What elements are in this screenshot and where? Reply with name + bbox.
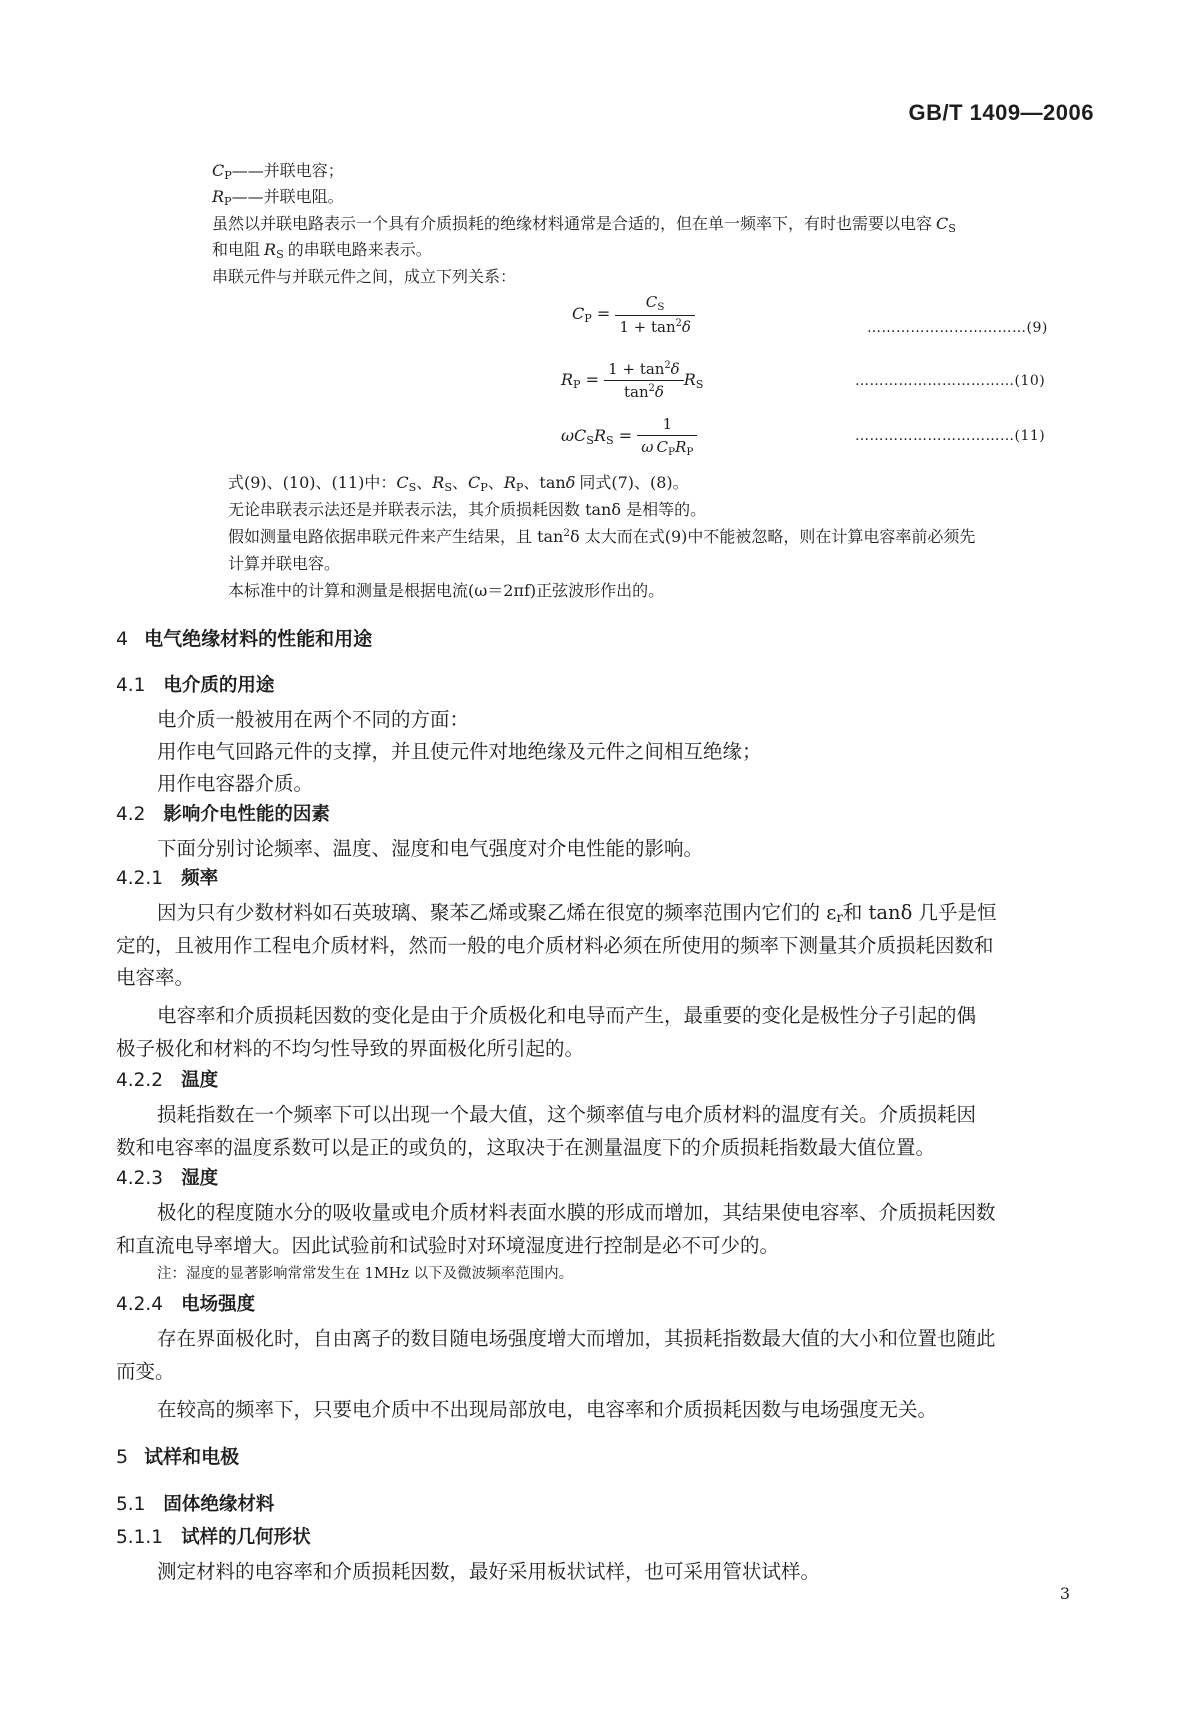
eq11-den-r: R <box>675 438 687 456</box>
section-4-title: 电气绝缘材料的性能和用途 <box>144 628 373 650</box>
section-5-title: 试样和电极 <box>144 1446 240 1468</box>
s42-para-1: 下面分别讨论频率、温度、湿度和电气强度对介电性能的影响。 <box>157 837 704 860</box>
section-4-2-3-title: 湿度 <box>181 1168 219 1189</box>
section-4-2-1-heading <box>116 864 218 890</box>
eq11-omega: ω <box>561 426 575 445</box>
section-4-1-heading <box>116 671 274 697</box>
section-4-2-1-title: 频率 <box>181 868 219 889</box>
after-eq-line-3-a: 假如测量电路依据串联元件来产生结果，且 tan <box>228 527 564 546</box>
section-4-1-number: 4.1 <box>116 675 146 696</box>
section-4-2-number: 4.2 <box>116 804 146 825</box>
page-number: 3 <box>1059 1584 1070 1603</box>
after-eq-line-4: 计算并联电容。 <box>228 554 341 573</box>
intro-line-2-text-a: 和电阻 <box>212 240 261 259</box>
eq9-lhs: C <box>572 304 585 323</box>
intro-line-2 <box>212 237 432 261</box>
eq10-num: 1 + tan <box>608 360 665 378</box>
eq10-den-sup: 2 <box>648 383 655 394</box>
eq10-tail: R <box>683 370 696 389</box>
def-rp-sub: P <box>224 195 232 208</box>
eq10-lhs: R <box>561 370 574 389</box>
after-eq-line-3-sup: 2 <box>563 527 570 539</box>
s511-para-1: 测定材料的电容率和介质损耗因数，最好采用板状试样，也可采用管状试样。 <box>157 1560 821 1583</box>
eq11-den-r-sub: P <box>686 446 694 458</box>
eq11-lhs-c-sub: S <box>586 434 594 447</box>
intro-line-1-text: 虽然以并联电路表示一个具有介质损耗的绝缘材料通常是合适的，但在单一频率下，有时也需要以电容 <box>212 214 933 233</box>
section-5-1-number: 5.1 <box>116 1494 146 1515</box>
section-5-1-1-title: 试样的几何形状 <box>181 1527 311 1548</box>
eq10-fraction <box>604 360 684 401</box>
section-5-number: 5 <box>116 1446 129 1468</box>
eq9-fraction <box>615 293 695 336</box>
eq10-lhs-sub: P <box>573 378 581 391</box>
s421-line-1-b: 和 tanδ 几乎是恒 <box>842 901 997 924</box>
s41-para-3: 用作电容器介质。 <box>157 772 314 795</box>
eq9-num-sub: S <box>657 301 665 313</box>
equation-10-number: ……………………………(10) <box>855 373 1046 389</box>
section-4-2-4-heading <box>116 1290 255 1316</box>
after-eq-line-3 <box>228 524 975 547</box>
section-5-1-title: 固体绝缘材料 <box>163 1494 275 1515</box>
eq11-den-c-sub: P <box>668 446 676 458</box>
section-4-2-4-number: 4.2.4 <box>116 1294 164 1315</box>
eq10-den-tail: δ <box>654 383 664 401</box>
s423-note: 注：湿度的显著影响常常发生在 1MHz 以下及微波频率范围内。 <box>157 1266 574 1282</box>
intro-line-3: 串联元件与并联元件之间，成立下列关系： <box>212 267 517 286</box>
intro-line-1-sub: S <box>948 222 956 235</box>
standard-id: GB/T 1409—2006 <box>908 100 1094 125</box>
section-4-2-2-title: 温度 <box>181 1070 219 1091</box>
section-4-2-2-number: 4.2.2 <box>116 1070 164 1091</box>
eq11-lhs-r: R <box>593 426 607 445</box>
eq10-tail-sub: S <box>695 378 704 391</box>
s423-para-1-line-2: 和直流电导率增大。因此试验前和试验时对环境湿度进行控制是必不可少的。 <box>116 1234 780 1257</box>
eq9-lhs-sub: P <box>584 312 592 325</box>
s421-para-1-line-3: 电容率。 <box>116 966 195 989</box>
section-5-1-1-number: 5.1.1 <box>116 1527 164 1548</box>
section-4-2-heading <box>116 800 330 826</box>
eq11-fraction <box>637 415 697 458</box>
s421-line-1-sub: r <box>836 910 843 926</box>
def-rp-text: ——并联电阻。 <box>231 187 344 206</box>
eq9-den: 1 + tan <box>619 318 676 336</box>
s41-para-1: 电介质一般被用在两个不同的方面： <box>157 708 470 731</box>
eq9-den-tail: δ <box>681 318 691 336</box>
section-4-heading <box>116 624 372 651</box>
intro-line-1 <box>212 211 956 235</box>
intro-line-2-sub: S <box>276 248 284 261</box>
section-4-2-2-heading <box>116 1066 218 1092</box>
s423-para-1-line-1: 极化的程度随水分的吸收量或电介质材料表面水膜的形成而增加，其结果使电容率、介质损耗因数 <box>157 1201 996 1224</box>
eq11-lhs-c: C <box>574 426 587 445</box>
eq10-num-tail: δ <box>670 360 680 378</box>
section-4-2-title: 影响介电性能的因素 <box>163 804 330 825</box>
s424-para-1-line-1: 存在界面极化时，自由离子的数目随电场强度增大而增加，其损耗指数最大值的大小和位置也随此 <box>157 1327 996 1350</box>
s422-para-1-line-1: 损耗指数在一个频率下可以出现一个最大值，这个频率值与电介质材料的温度有关。介质损耗因 <box>157 1103 977 1126</box>
section-4-2-3-number: 4.2.3 <box>116 1168 164 1189</box>
section-5-1-1-heading <box>116 1523 311 1549</box>
s421-para-2-line-1: 电容率和介质损耗因数的变化是由于介质极化和电导而产生，最重要的变化是极性分子引起的偶 <box>157 1004 977 1027</box>
def-cp-sub: P <box>224 169 232 182</box>
s424-para-1-line-2: 而变。 <box>116 1360 175 1383</box>
equation-10: $R_P$ = $\frac{1 + \tan^2\delta}{\tan^2\delta}$ $R_S$ <box>561 360 704 401</box>
eq11-den-c: C <box>656 438 668 456</box>
def-cp-text: ——并联电容； <box>231 161 344 180</box>
s421-para-2-line-2: 极子极化和材料的不均匀性导致的界面极化所引起的。 <box>116 1037 585 1060</box>
def-cp-symbol: C <box>212 161 225 180</box>
equation-11-number: ……………………………(11) <box>855 428 1046 444</box>
section-4-2-4-title: 电场强度 <box>181 1294 256 1315</box>
eq11-lhs-r-sub: S <box>606 434 614 447</box>
after-eq-line-1: 式(9)、(10)、(11)中：$C_S$、$R_S$、$C_P$、$R_P$、tanδ 同式(7)、(8)。 <box>228 473 689 494</box>
eq10-den: tan <box>623 383 649 401</box>
section-5-heading <box>116 1442 239 1469</box>
section-4-1-title: 电介质的用途 <box>163 675 275 696</box>
s421-para-1-line-2: 定的，且被用作工程电介质材料，然而一般的电介质材料必须在所使用的频率下测量其介质损耗因数和 <box>116 934 994 957</box>
equation-9-number: ……………………………(9) <box>867 320 1048 336</box>
after-eq-line-2: 无论串联表示法还是并联表示法，其介质损耗因数 tanδ 是相等的。 <box>228 500 707 519</box>
def-rp-symbol: R <box>212 187 225 206</box>
eq11-den-omega: ω <box>641 438 654 456</box>
intro-line-2-text-b: 的串联电路来表示。 <box>287 240 432 259</box>
s41-para-2: 用作电气回路元件的支撑，并且使元件对地绝缘及元件之间相互绝缘； <box>157 740 762 763</box>
eq9-num: C <box>645 293 658 311</box>
eq10-num-sup: 2 <box>664 360 671 371</box>
section-4-2-1-number: 4.2.1 <box>116 868 164 889</box>
intro-line-2-symbol: R <box>264 240 277 259</box>
after-eq-line-5: 本标准中的计算和测量是根据电流(ω＝2πf)正弦波形作出的。 <box>228 581 665 600</box>
equation-11: $\omega C_SR_S$ = $\frac{1}{\omega C_PR_P}$ <box>561 415 697 458</box>
intro-line-1-symbol: C <box>936 214 949 233</box>
after-eq-line-3-b: δ 太大而在式(9)中不能被忽略，则在计算电容率前必须先 <box>570 527 976 546</box>
def-rp <box>212 184 344 208</box>
s421-para-1-line-1 <box>157 897 997 926</box>
def-cp <box>212 158 344 182</box>
equation-9: $C_P$ = $\frac{C_S}{1 + \tan^2\delta}$ <box>572 293 695 336</box>
s421-line-1-a: 因为只有少数材料如石英玻璃、聚苯乙烯或聚乙烯在很宽的频率范围内它们的 ε <box>157 901 837 924</box>
section-4-number: 4 <box>116 628 129 650</box>
after-eq-line-1-a: 式(9)、(10)、(11)中： <box>228 473 397 492</box>
after-eq-line-1-b: 同式(7)、(8)。 <box>579 473 689 492</box>
s422-para-1-line-2: 数和电容率的温度系数可以是正的或负的，这取决于在测量温度下的介质损耗指数最大值位置。 <box>116 1136 936 1159</box>
section-4-2-3-heading <box>116 1164 218 1190</box>
section-5-1-heading <box>116 1490 274 1516</box>
eq9-den-sup: 2 <box>675 318 682 329</box>
s424-para-2: 在较高的频率下，只要电介质中不出现局部放电，电容率和介质损耗因数与电场强度无关。 <box>157 1398 938 1421</box>
eq11-num: 1 <box>637 415 697 436</box>
